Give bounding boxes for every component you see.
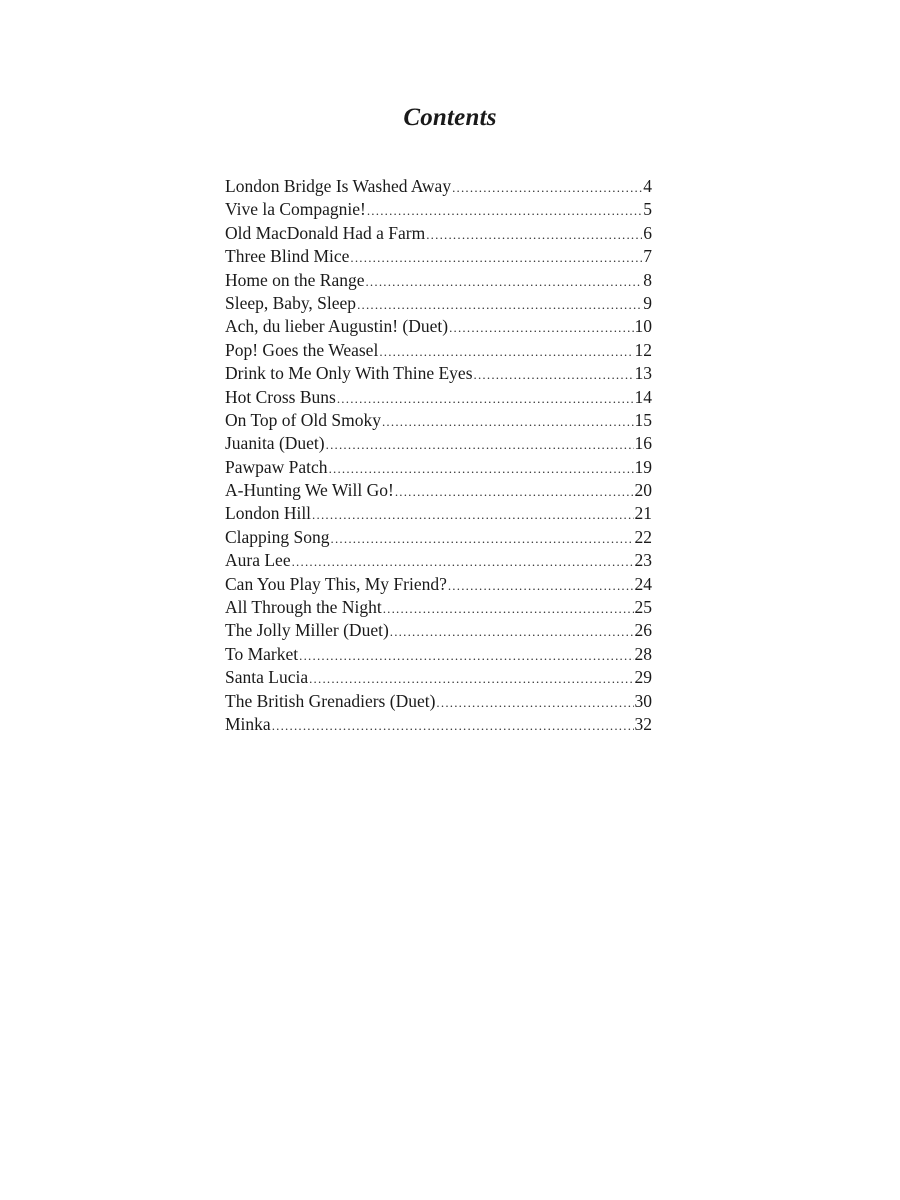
- toc-entry-page: 13: [634, 363, 652, 384]
- toc-entry-title: On Top of Old Smoky: [225, 409, 381, 430]
- toc-entry-page: 16: [634, 433, 652, 454]
- toc-entry-title: Three Blind Mice: [225, 246, 350, 267]
- toc-entry-title: Juanita (Duet): [225, 433, 325, 454]
- toc-entry-title: Old MacDonald Had a Farm: [225, 222, 426, 243]
- toc-entry: [225, 526, 652, 549]
- dot-leader: [331, 527, 634, 549]
- dot-leader: [357, 293, 642, 315]
- dot-leader: [383, 597, 634, 619]
- toc-entry: [225, 198, 652, 221]
- toc-entry-title: Pawpaw Patch: [225, 456, 328, 477]
- toc-entry: [225, 386, 652, 409]
- toc-entry-title: A-Hunting We Will Go!: [225, 480, 394, 501]
- toc-entry: [225, 643, 652, 666]
- dot-leader: [367, 199, 642, 221]
- toc-entry: [225, 222, 652, 245]
- toc-entry: [225, 269, 652, 292]
- dot-leader: [337, 387, 634, 409]
- dot-leader: [474, 363, 634, 385]
- dot-leader: [329, 457, 634, 479]
- toc-entry-page: 19: [634, 456, 652, 477]
- toc-entry: [225, 479, 652, 502]
- dot-leader: [299, 644, 633, 666]
- toc-entry-title: Vive la Compagnie!: [225, 199, 366, 220]
- toc-entry-title: Pop! Goes the Weasel: [225, 339, 379, 360]
- toc-entry-page: 10: [634, 316, 652, 337]
- toc-entry-title: The British Grenadiers (Duet): [225, 690, 436, 711]
- toc-entry-title: The Jolly Miller (Duet): [225, 620, 389, 641]
- toc-entry-page: 7: [643, 246, 652, 267]
- toc-entry: [225, 573, 652, 596]
- toc-entry-page: 14: [634, 386, 652, 407]
- dot-leader: [382, 410, 634, 432]
- toc-entry-page: 5: [643, 199, 652, 220]
- toc-entry-title: Hot Cross Buns: [225, 386, 336, 407]
- toc-entry: [225, 502, 652, 525]
- dot-leader: [292, 550, 634, 572]
- toc-entry-page: 25: [634, 597, 652, 618]
- dot-leader: [426, 223, 642, 245]
- dot-leader: [390, 620, 634, 642]
- dot-leader: [312, 503, 633, 525]
- dot-leader: [326, 433, 634, 455]
- toc-entry-title: Drink to Me Only With Thine Eyes: [225, 363, 473, 384]
- dot-leader: [452, 176, 642, 198]
- toc-entry: [225, 175, 652, 198]
- toc-entry-title: Home on the Range: [225, 269, 365, 290]
- dot-leader: [272, 714, 634, 736]
- toc-entry: [225, 409, 652, 432]
- page-title: Contents: [403, 104, 497, 131]
- toc-entry-page: 4: [643, 176, 652, 196]
- toc-entry-title: To Market: [225, 643, 299, 664]
- dot-leader: [449, 316, 633, 338]
- toc-entry-title: Santa Lucia: [225, 667, 309, 688]
- toc-entry-title: Can You Play This, My Friend?: [225, 573, 447, 594]
- toc-entry-title: London Bridge Is Washed Away: [225, 176, 452, 196]
- toc-entry-page: 12: [634, 339, 652, 360]
- dot-leader: [309, 667, 633, 689]
- dot-leader: [436, 691, 633, 713]
- toc-entry: [225, 713, 652, 736]
- toc-entry-page: 32: [634, 713, 652, 734]
- dot-leader: [379, 340, 633, 362]
- toc-entry-page: 24: [634, 573, 652, 594]
- toc-entry-page: 8: [643, 269, 652, 290]
- dot-leader: [395, 480, 634, 502]
- toc-entry: [225, 596, 652, 619]
- toc-entry-title: Aura Lee: [225, 550, 291, 571]
- toc-entry-title: Sleep, Baby, Sleep: [225, 292, 357, 313]
- toc-entry-page: 20: [634, 480, 652, 501]
- dot-leader: [350, 246, 642, 268]
- toc-entry: [225, 432, 652, 455]
- toc-entry: [225, 666, 652, 689]
- toc-entry: [225, 456, 652, 479]
- dot-leader: [365, 270, 642, 292]
- table-of-contents: [225, 175, 652, 736]
- toc-entry: [225, 362, 652, 385]
- toc-entry-title: Minka: [225, 713, 271, 734]
- toc-entry-page: 15: [634, 409, 652, 430]
- toc-entry-page: 22: [634, 526, 652, 547]
- toc-entry: [225, 245, 652, 268]
- toc-entry: [225, 619, 652, 642]
- toc-entry: [225, 315, 652, 338]
- toc-entry-page: 9: [643, 292, 652, 313]
- toc-entry-page: 23: [634, 550, 652, 571]
- toc-entry-page: 21: [634, 503, 652, 524]
- toc-entry-title: Clapping Song: [225, 526, 330, 547]
- toc-entry-title: London Hill: [225, 503, 312, 524]
- toc-entry-page: 30: [634, 690, 652, 711]
- toc-entry-page: 6: [643, 222, 652, 243]
- toc-entry: [225, 339, 652, 362]
- toc-entry: [225, 690, 652, 713]
- toc-entry: [225, 292, 652, 315]
- toc-entry: [225, 549, 652, 572]
- toc-entry-title: All Through the Night: [225, 597, 382, 618]
- toc-entry-page: 28: [634, 643, 652, 664]
- toc-entry-page: 26: [634, 620, 652, 641]
- dot-leader: [448, 574, 634, 596]
- toc-entry-title: Ach, du lieber Augustin! (Duet): [225, 316, 449, 337]
- toc-entry-page: 29: [634, 667, 652, 688]
